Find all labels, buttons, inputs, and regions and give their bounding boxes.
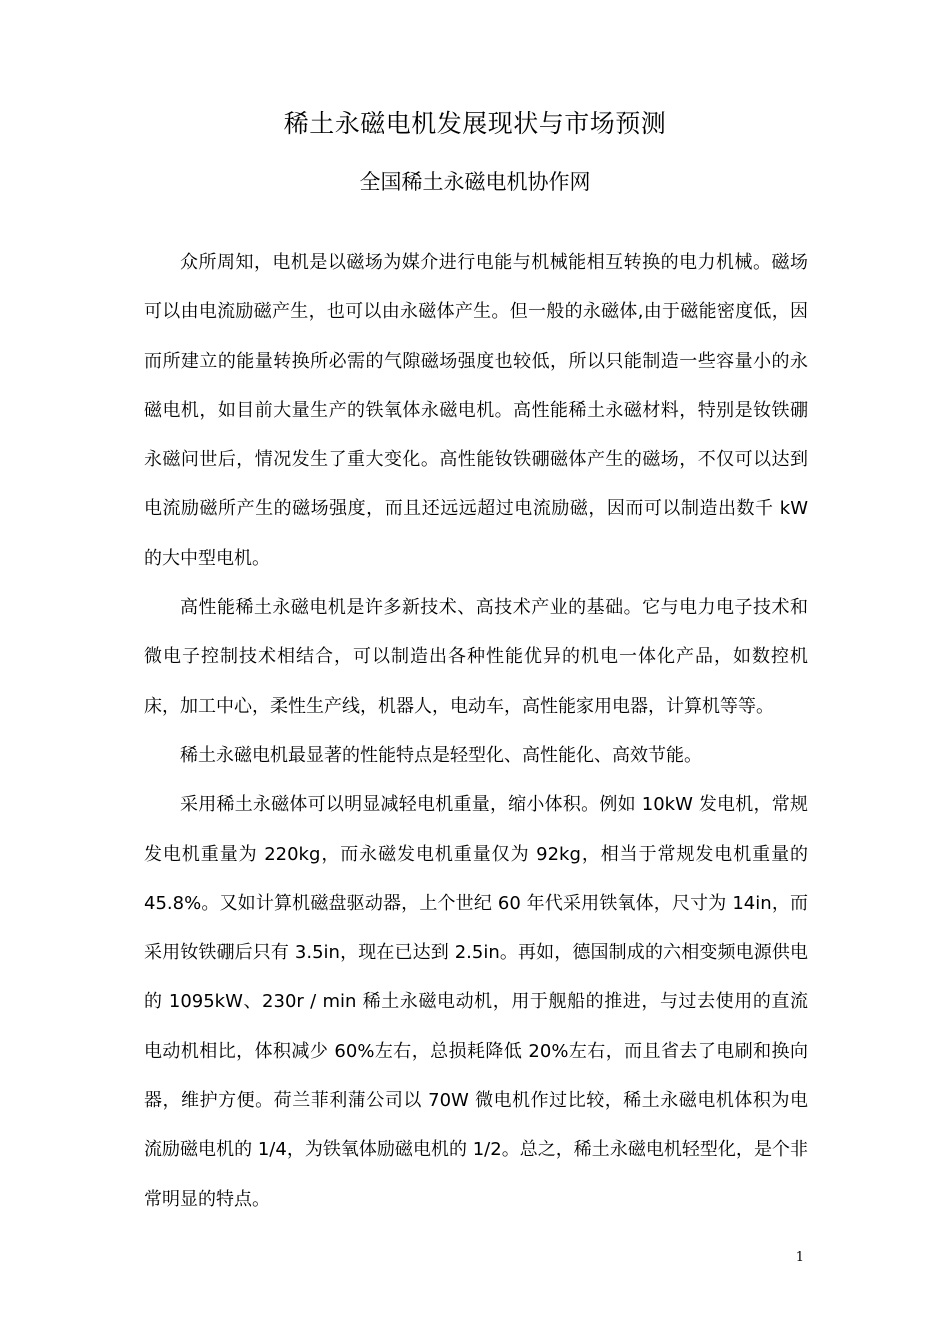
paragraph-1: 众所周知，电机是以磁场为媒介进行电能与机械能相互转换的电力机械。磁场可以由电流励磁产生，也可以由永磁体产生。但一般的永磁体,由于磁能密度低，因而所建立的能量转换所必需的气隙磁场强度也较低，所以只能制造一些容量小的永磁电机，如目前大量生产的铁氧体永磁电机。高性能稀土永磁材料，特别是钕铁硼永磁问世后，情况发生了重大变化。高性能钕铁硼磁体产生的磁场，不仅可以达到电流励磁所产生的磁场强度，而且还远远超过电流励磁，因而可以制造出数千 kW 的大中型电机。 (144, 252, 808, 569)
page-number: 1 (795, 1250, 804, 1265)
document-subtitle: 全国稀土永磁电机协作网 (359, 170, 591, 194)
document-title: 稀土永磁电机发展现状与市场预测 (283, 109, 667, 138)
paragraph-4: 采用稀土永磁体可以明显减轻电机重量，缩小体积。例如 10kW 发电机，常规发电机重量为 220kg，而永磁发电机重量仅为 92kg，相当于常规发电机重量的 45.8%。又如计算机磁盘驱动器，上个世纪 60 年代采用铁氧体，尺寸为 14in，而采用钕铁硼后只有 3.5in，现在已达到 2.5in。再如，德国制成的六相变频电源供电的 1095kW、230r / min 稀土永磁电动机，用于舰船的推进，与过去使用的直流电动机相比，体积减少 60%左右，总损耗降低 20%左右，而且省去了电刷和换向器，维护方便。荷兰菲利蒲公司以 70W 微电机作过比较，稀土永磁电机体积为电流励磁电机的 1/4，为铁氧体励磁电机的 1/2。总之，稀土永磁电机轻型化，是个非常明显的特点。 (144, 794, 808, 1210)
document-body (144, 238, 808, 1224)
paragraph-3: 稀土永磁电机最显著的性能特点是轻型化、高性能化、高效节能。 (180, 744, 702, 766)
paragraph-2: 高性能稀土永磁电机是许多新技术、高技术产业的基础。它与电力电子技术和微电子控制技术相结合，可以制造出各种性能优异的机电一体化产品，如数控机床，加工中心，柔性生产线，机器人，电动车，高性能家用电器，计算机等等。 (144, 597, 808, 717)
